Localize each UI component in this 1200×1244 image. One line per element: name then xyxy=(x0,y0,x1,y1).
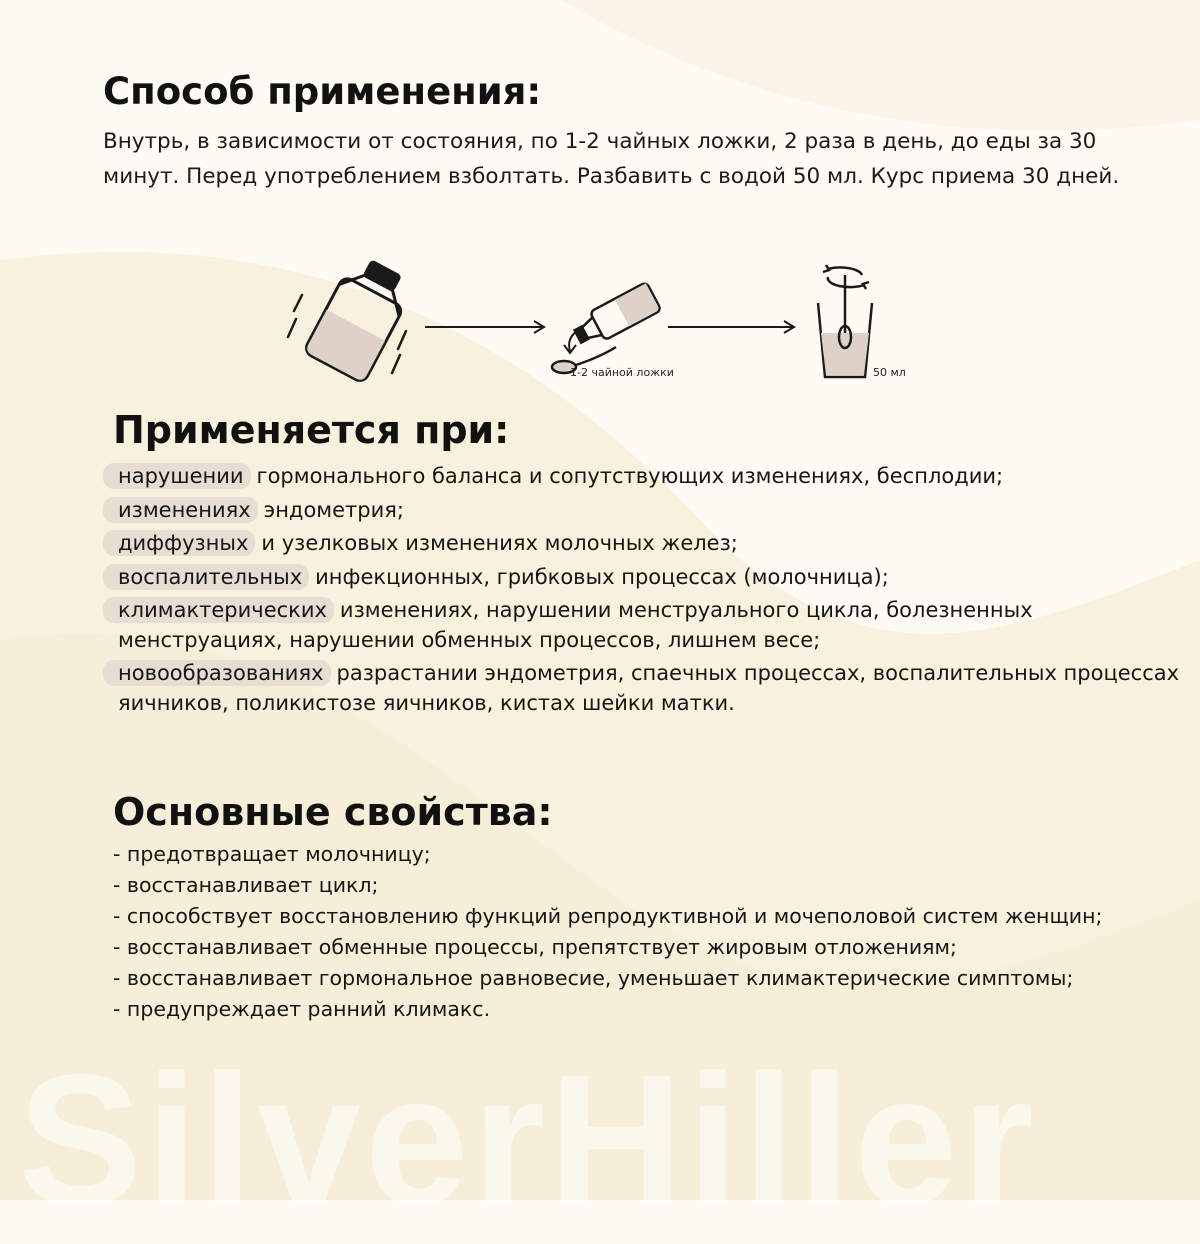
indication-text: эндометрия; xyxy=(263,497,404,522)
list-item: - восстанавливает гормональное равновесие, уменьшает климактерические симптомы; xyxy=(113,966,1074,990)
list-item xyxy=(103,529,1183,559)
pour-bottle-icon xyxy=(570,282,661,351)
indication-tag: диффузных xyxy=(103,530,255,556)
list-item xyxy=(103,659,1183,718)
arrow-right-icon xyxy=(668,321,794,333)
shake-bottle-icon xyxy=(303,255,416,384)
brand-watermark: SilverHiller xyxy=(18,1037,1038,1244)
list-item: - восстанавливает цикл; xyxy=(113,873,379,897)
usage-title: Способ применения: xyxy=(103,70,542,113)
indication-text: разрастании эндометрия, спаечных процессах, воспалительных процессах яичников, поликистозе яичников, кистах шейки матки. xyxy=(118,661,1180,715)
list-item: - предотвращает молочницу; xyxy=(113,842,431,866)
properties-title: Основные свойства: xyxy=(113,790,553,834)
list-item: - предупреждает ранний климакс. xyxy=(113,997,491,1021)
arrow-right-icon xyxy=(425,321,544,333)
list-item xyxy=(103,496,1183,526)
list-item: - восстанавливает обменные процессы, препятствует жировым отложениям; xyxy=(113,935,957,959)
indication-text: и узелковых изменениях молочных желез; xyxy=(261,531,738,555)
glass-stir-icon xyxy=(818,265,872,377)
list-item xyxy=(103,462,1183,492)
indication-text: гормонального баланса и сопутствующих изменениях, бесплодии; xyxy=(256,464,1004,488)
indication-tag: климактерических xyxy=(103,597,334,623)
indications-list xyxy=(103,462,1183,722)
list-item: - способствует восстановлению функций репродуктивной и мочеполовой систем женщин; xyxy=(113,904,1103,928)
glass-label: 50 мл xyxy=(873,366,906,379)
properties-list xyxy=(113,840,1113,1026)
indication-text: инфекционных, грибковых процессах (молочница); xyxy=(315,564,889,589)
indication-tag: изменениях xyxy=(103,497,258,523)
usage-diagram xyxy=(280,255,940,395)
indication-tag: новообразованиях xyxy=(103,660,331,686)
indication-tag: нарушении xyxy=(103,463,251,489)
list-item xyxy=(103,596,1183,655)
indications-title: Применяется при: xyxy=(113,408,510,452)
list-item xyxy=(103,563,1183,593)
indication-tag: воспалительных xyxy=(103,564,309,590)
usage-text: Внутрь, в зависимости от состояния, по 1-2 чайных ложки, 2 раза в день, до еды за 30 минут. Перед употреблением взболтать. Разбавить с водой 50 мл. Курс приема 30 дней. xyxy=(103,129,1120,189)
indication-text: изменениях, нарушении менструального цикла, болезненных менструациях, нарушении обменных процессов, лишнем весе; xyxy=(118,598,1033,652)
spoon-label: 1-2 чайной ложки xyxy=(570,366,674,379)
